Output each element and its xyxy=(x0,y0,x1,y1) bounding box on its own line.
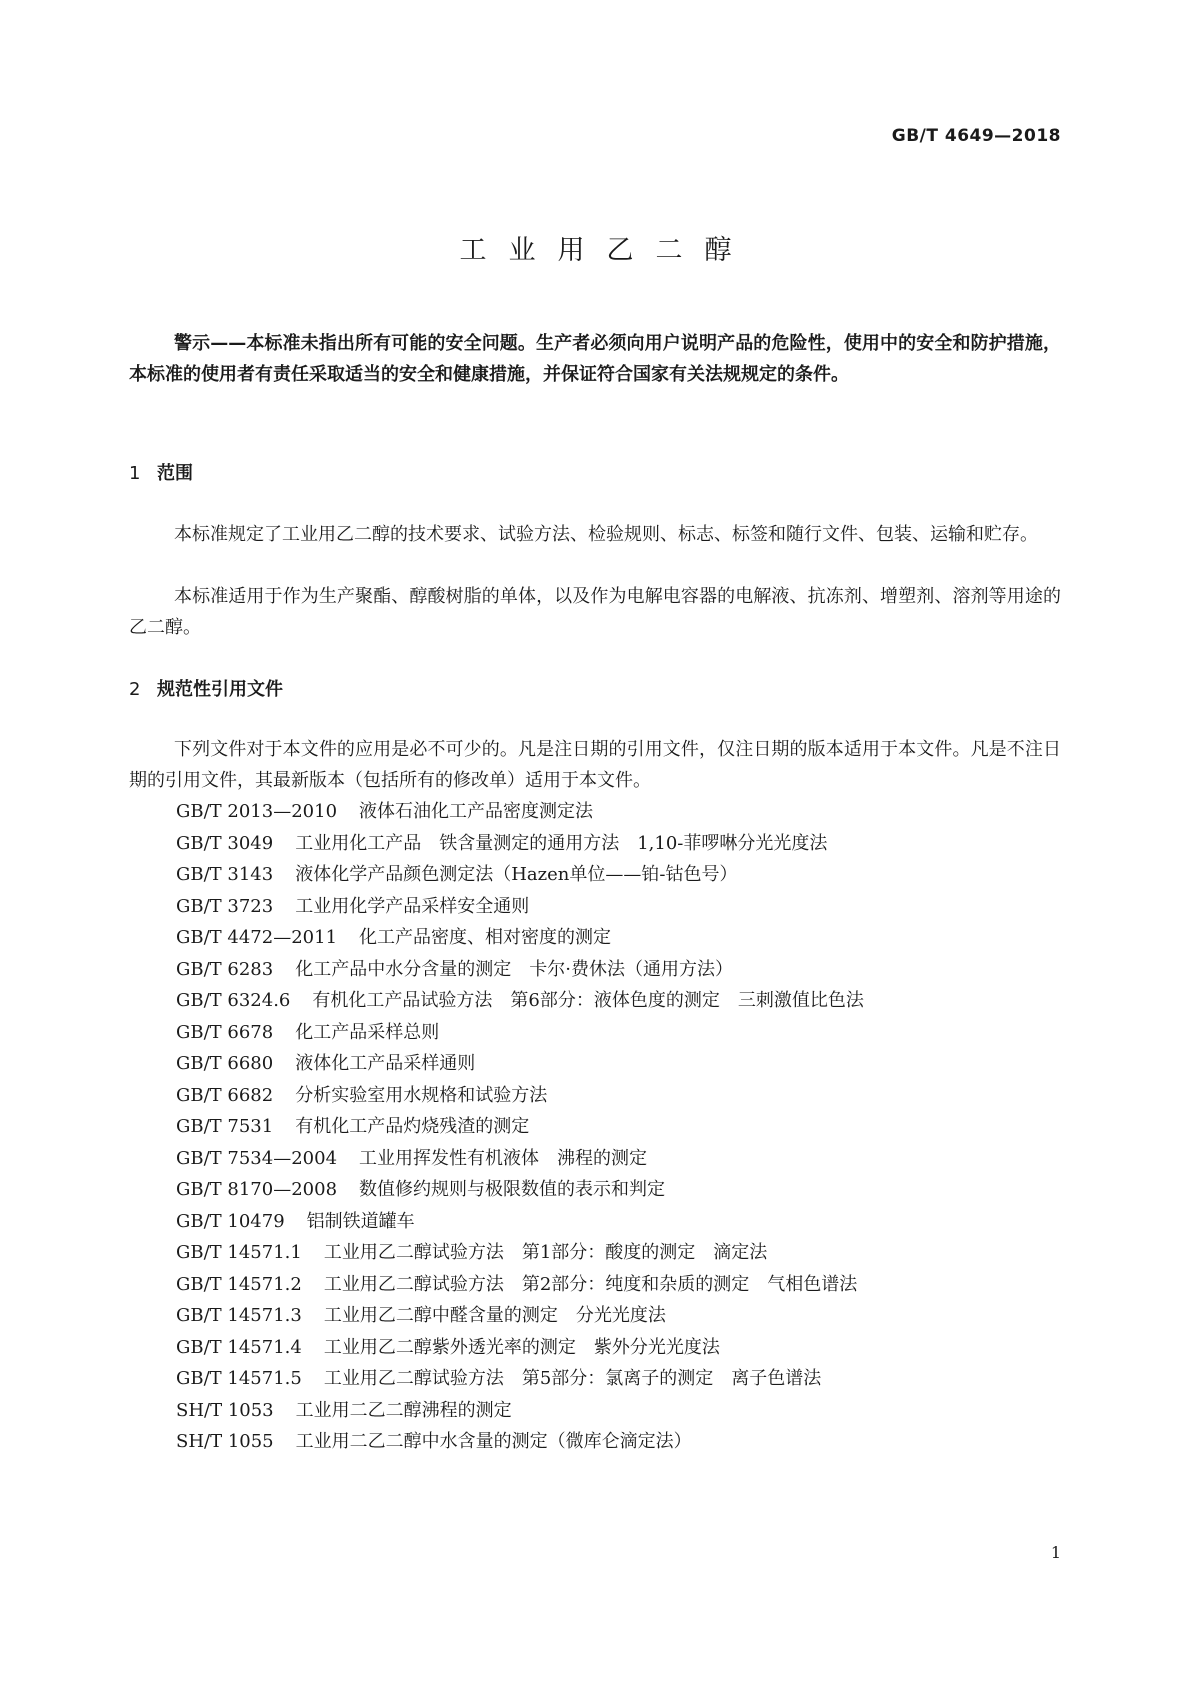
section-2-title: 规范性引用文件 xyxy=(157,679,283,700)
reference-item xyxy=(176,1332,1076,1364)
reference-title: 工业用乙二醇试验方法 第5部分：氯离子的测定 离子色谱法 xyxy=(323,1368,822,1389)
reference-code: GB/T 14571.1 xyxy=(176,1242,302,1263)
reference-item xyxy=(176,859,1076,891)
reference-item xyxy=(176,922,1076,954)
normative-references-intro: 下列文件对于本文件的应用是必不可少的。凡是注日期的引用文件，仅注日期的版本适用于本文件。凡是不注日期的引用文件，其最新版本（包括所有的修改单）适用于本文件。 xyxy=(129,739,1061,791)
reference-title: 工业用乙二醇试验方法 第2部分：纯度和杂质的测定 气相色谱法 xyxy=(323,1273,858,1295)
section-1-heading xyxy=(129,459,193,485)
reference-title: 工业用挥发性有机液体 沸程的测定 xyxy=(359,1147,648,1169)
reference-code: GB/T 6680 xyxy=(176,1053,274,1074)
reference-title: 工业用化学产品采样安全通则 xyxy=(295,895,530,917)
reference-title: 化工产品中水分含量的测定 卡尔·费休法（通用方法） xyxy=(295,958,733,980)
reference-code: GB/T 8170—2008 xyxy=(176,1179,338,1200)
document-title: 工业用乙二醇 xyxy=(459,235,754,266)
reference-code: GB/T 6682 xyxy=(176,1084,274,1106)
reference-code: GB/T 3723 xyxy=(176,895,274,917)
reference-code: GB/T 14571.3 xyxy=(176,1305,302,1326)
section-2-number: 2 xyxy=(129,679,141,700)
section-2-heading xyxy=(129,675,283,701)
reference-item xyxy=(176,828,1076,860)
reference-title: 有机化工产品灼烧残渣的测定 xyxy=(295,1116,530,1137)
reference-code: GB/T 14571.5 xyxy=(176,1368,302,1389)
reference-item xyxy=(176,1143,1076,1175)
reference-item xyxy=(176,891,1076,923)
reference-title: 铝制铁道罐车 xyxy=(306,1210,415,1232)
reference-item xyxy=(176,1300,1076,1332)
reference-code: GB/T 14571.4 xyxy=(176,1336,302,1358)
reference-title: 工业用乙二醇试验方法 第1部分：酸度的测定 滴定法 xyxy=(323,1242,768,1263)
reference-item xyxy=(176,1395,1076,1427)
reference-title: 液体化学产品颜色测定法（Hazen单位——铂-钴色号） xyxy=(295,864,738,885)
reference-code: GB/T 6324.6 xyxy=(176,990,291,1011)
reference-title: 化工产品密度、相对密度的测定 xyxy=(359,927,612,948)
reference-title: 数值修约规则与极限数值的表示和判定 xyxy=(359,1179,666,1200)
scope-paragraph-2: 本标准适用于作为生产聚酯、醇酸树脂的单体，以及作为电解电容器的电解液、抗冻剂、增塑剂、溶剂等用途的乙二醇。 xyxy=(129,586,1061,638)
reference-list xyxy=(176,796,1076,1458)
reference-code: GB/T 4472—2011 xyxy=(176,927,338,948)
reference-title: 分析实验室用水规格和试验方法 xyxy=(295,1084,548,1106)
reference-item xyxy=(176,1111,1076,1143)
reference-title: 工业用乙二醇中醛含量的测定 分光光度法 xyxy=(323,1305,666,1326)
reference-item xyxy=(176,1426,1076,1458)
reference-code: GB/T 3143 xyxy=(176,864,274,885)
reference-title: 化工产品采样总则 xyxy=(295,1021,440,1043)
reference-item xyxy=(176,1269,1076,1301)
section-1-title: 范围 xyxy=(157,463,193,484)
section-1-number: 1 xyxy=(129,463,141,484)
safety-warning: 警示——本标准未指出所有可能的安全问题。生产者必须向用户说明产品的危险性，使用中的安全和防护措施，本标准的使用者有责任采取适当的安全和健康措施，并保证符合国家有关法规规定的条件。 xyxy=(129,333,1061,385)
reference-code: GB/T 7534—2004 xyxy=(176,1147,338,1169)
reference-code: GB/T 14571.2 xyxy=(176,1273,302,1295)
reference-item xyxy=(176,1206,1076,1238)
reference-code: GB/T 10479 xyxy=(176,1210,285,1232)
reference-item xyxy=(176,1174,1076,1206)
reference-item xyxy=(176,1048,1076,1080)
reference-item xyxy=(176,1237,1076,1269)
reference-item xyxy=(176,1080,1076,1112)
scope-paragraph-1: 本标准规定了工业用乙二醇的技术要求、试验方法、检验规则、标志、标签和随行文件、包装、运输和贮存。 xyxy=(174,524,1038,545)
reference-title: 工业用化工产品 铁含量测定的通用方法 1,10-菲啰啉分光光度法 xyxy=(295,832,828,854)
reference-code: GB/T 2013—2010 xyxy=(176,801,338,822)
standard-number: GB/T 4649—2018 xyxy=(891,126,1061,146)
reference-code: GB/T 7531 xyxy=(176,1116,274,1137)
reference-title: 液体石油化工产品密度测定法 xyxy=(359,801,594,822)
reference-title: 工业用乙二醇紫外透光率的测定 紫外分光光度法 xyxy=(323,1336,720,1358)
reference-item xyxy=(176,1363,1076,1395)
reference-code: GB/T 6283 xyxy=(176,958,274,980)
reference-title: 工业用二乙二醇沸程的测定 xyxy=(295,1399,512,1421)
reference-code: SH/T 1055 xyxy=(176,1431,274,1452)
reference-title: 工业用二乙二醇中水含量的测定（微库仑滴定法） xyxy=(295,1431,692,1452)
reference-code: GB/T 3049 xyxy=(176,832,274,854)
page-number: 1 xyxy=(1050,1543,1061,1562)
reference-code: GB/T 6678 xyxy=(176,1021,274,1043)
reference-item xyxy=(176,985,1076,1017)
reference-code: SH/T 1053 xyxy=(176,1399,274,1421)
reference-title: 液体化工产品采样通则 xyxy=(295,1053,476,1074)
reference-item xyxy=(176,796,1076,828)
reference-item xyxy=(176,954,1076,986)
reference-item xyxy=(176,1017,1076,1049)
reference-title: 有机化工产品试验方法 第6部分：液体色度的测定 三刺激值比色法 xyxy=(312,990,864,1011)
